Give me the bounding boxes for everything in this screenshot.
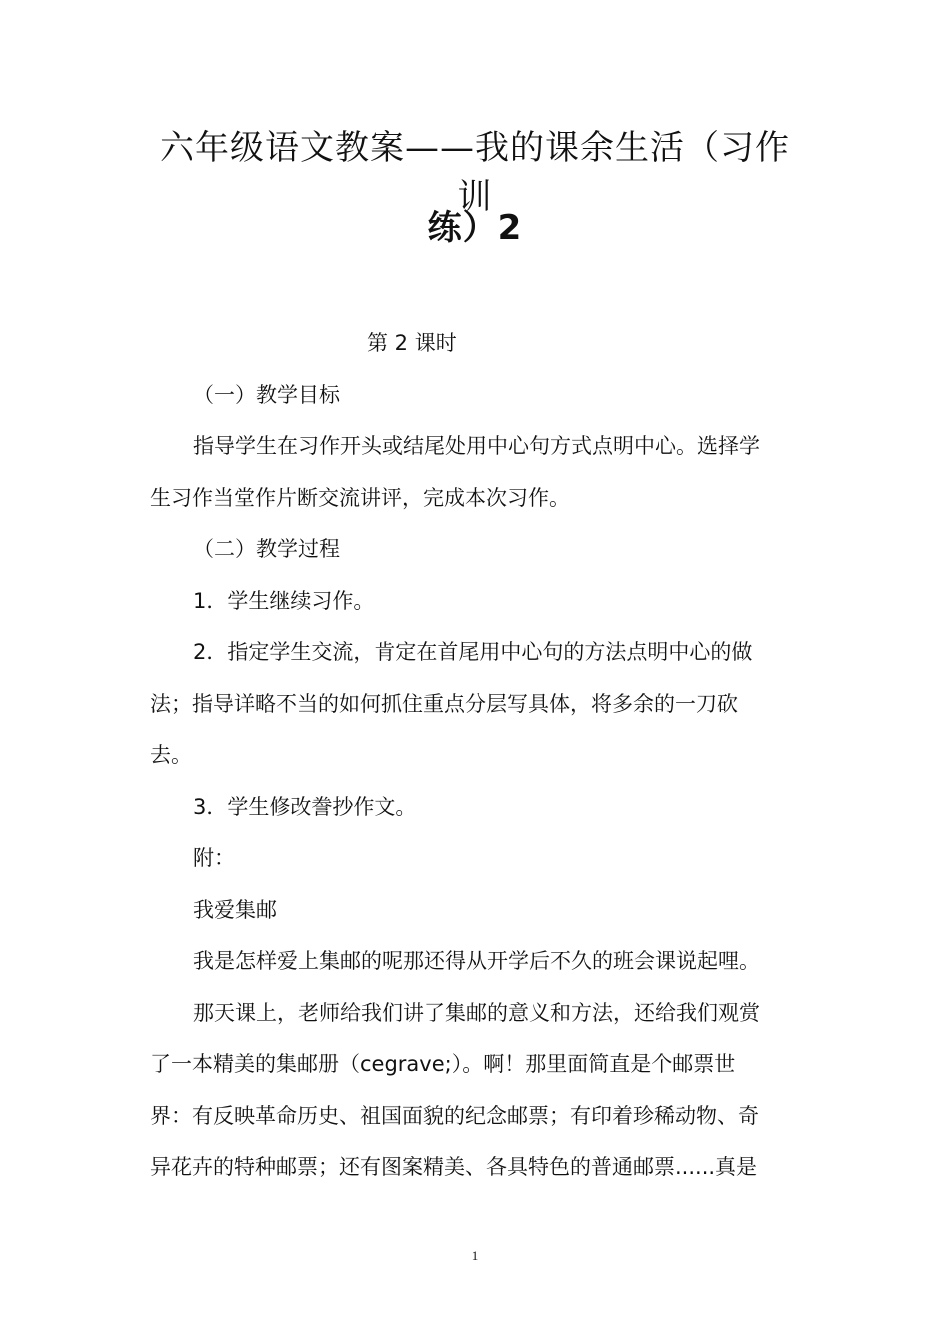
goals-text-line: 指导学生在习作开头或结尾处用中心句方式点明中心。选择学 [193,434,760,458]
essay-paragraph-line: 那天课上，老师给我们讲了集邮的意义和方法，还给我们观赏 [193,1001,760,1025]
goals-heading: （一）教学目标 [193,383,340,407]
page-number: 1 [471,1248,479,1263]
process-heading: （二）教学过程 [193,537,340,561]
process-step-2-line: 去。 [150,743,192,767]
essay-title: 我爱集邮 [193,898,277,922]
lesson-label: 第 2 课时 [367,331,457,355]
appendix-label: 附： [193,846,235,870]
process-step-2-line: 2．指定学生交流，肯定在首尾用中心句的方法点明中心的做 [193,640,753,664]
essay-paragraph-line: 异花卉的特种邮票；还有图案精美、各具特色的普通邮票......真是 [150,1155,758,1179]
goals-text-line: 生习作当堂作片断交流讲评，完成本次习作。 [150,486,570,510]
essay-paragraph-line: 了一本精美的集邮册（cegrave;）。啊！那里面简直是个邮票世 [150,1052,736,1076]
process-step-3: 3．学生修改誊抄作文。 [193,795,417,819]
document-title-line-1: 六年级语文教案——我的课余生活（习作训 [160,128,790,217]
essay-paragraph-line: 我是怎样爱上集邮的呢那还得从开学后不久的班会课说起哩。 [193,949,760,973]
process-step-1: 1．学生继续习作。 [193,589,375,613]
document-title-line-2: 练）2 [427,208,523,248]
process-step-2-line: 法；指导详略不当的如何抓住重点分层写具体，将多余的一刀砍 [150,692,738,716]
essay-paragraph-line: 界：有反映革命历史、祖国面貌的纪念邮票；有印着珍稀动物、奇 [150,1104,759,1128]
